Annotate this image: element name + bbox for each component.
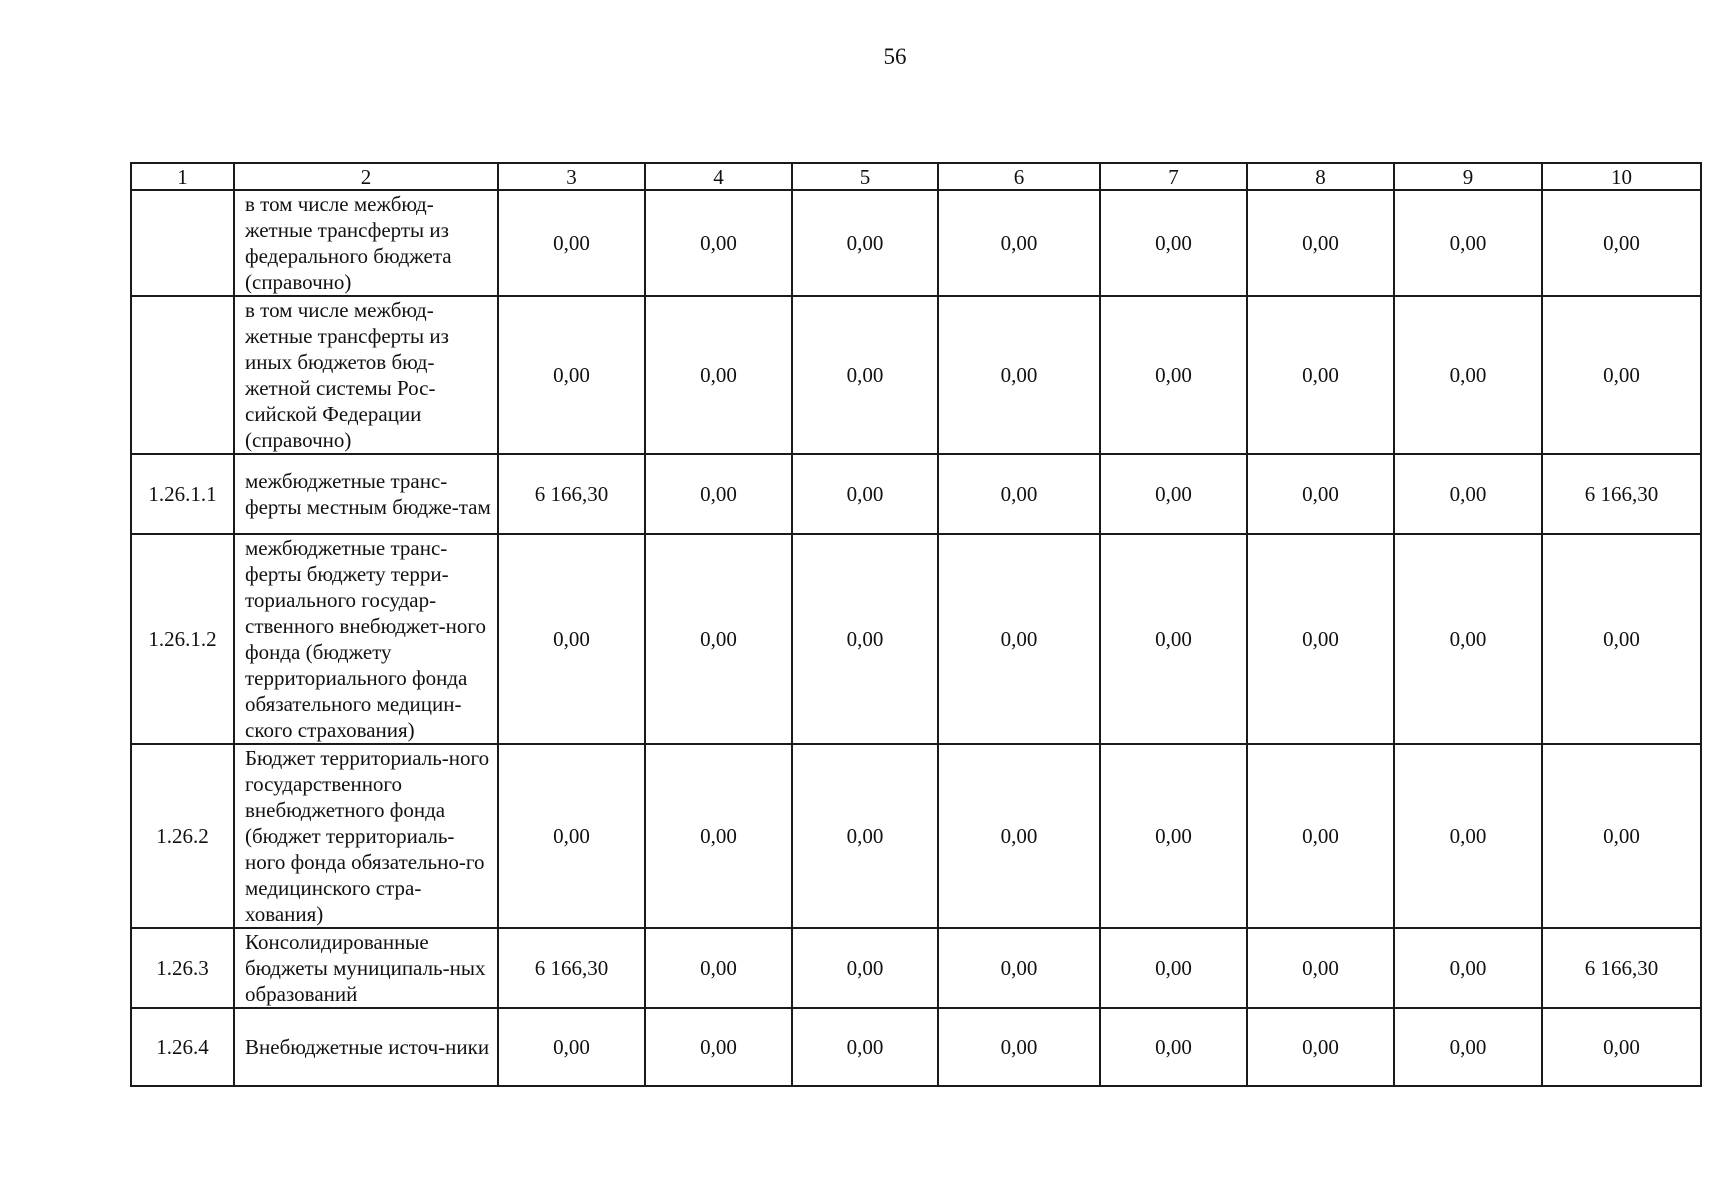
value-cell: 0,00 <box>645 534 792 744</box>
column-header: 4 <box>645 163 792 190</box>
row-description: в том числе межбюд-жетные трансферты из федерального бюджета (справочно) <box>234 190 498 296</box>
header-row <box>131 163 1701 190</box>
value-cell: 0,00 <box>1100 190 1247 296</box>
value-cell: 0,00 <box>645 744 792 928</box>
row-code: 1.26.2 <box>131 744 234 928</box>
value-cell: 0,00 <box>1394 454 1542 534</box>
column-header: 6 <box>938 163 1100 190</box>
row-description: в том числе межбюд-жетные трансферты из иных бюджетов бюд-жетной системы Рос-сийской Федерации (справочно) <box>234 296 498 454</box>
column-header: 1 <box>131 163 234 190</box>
value-cell: 0,00 <box>1247 534 1394 744</box>
value-cell: 0,00 <box>498 296 645 454</box>
value-cell: 0,00 <box>938 744 1100 928</box>
column-header: 2 <box>234 163 498 190</box>
value-cell: 0,00 <box>1394 534 1542 744</box>
value-cell: 0,00 <box>792 744 938 928</box>
row-description: Внебюджетные источ-ники <box>234 1008 498 1086</box>
value-cell: 0,00 <box>1394 190 1542 296</box>
table-row <box>131 454 1701 534</box>
value-cell: 6 166,30 <box>1542 454 1701 534</box>
value-cell: 0,00 <box>938 296 1100 454</box>
value-cell: 0,00 <box>1542 534 1701 744</box>
value-cell: 0,00 <box>1100 534 1247 744</box>
value-cell: 0,00 <box>1100 928 1247 1008</box>
value-cell: 0,00 <box>498 534 645 744</box>
column-header: 7 <box>1100 163 1247 190</box>
column-header: 9 <box>1394 163 1542 190</box>
value-cell: 0,00 <box>938 928 1100 1008</box>
value-cell: 0,00 <box>1394 744 1542 928</box>
value-cell: 0,00 <box>1247 928 1394 1008</box>
row-code: 1.26.1.1 <box>131 454 234 534</box>
row-code: 1.26.1.2 <box>131 534 234 744</box>
value-cell: 0,00 <box>1247 1008 1394 1086</box>
value-cell: 0,00 <box>938 1008 1100 1086</box>
table-row <box>131 296 1701 454</box>
value-cell: 0,00 <box>1542 190 1701 296</box>
budget-table <box>130 162 1702 1087</box>
value-cell: 0,00 <box>1100 296 1247 454</box>
value-cell: 6 166,30 <box>498 454 645 534</box>
value-cell: 0,00 <box>938 190 1100 296</box>
value-cell: 6 166,30 <box>1542 928 1701 1008</box>
row-description: Бюджет территориаль-ного государственного внебюджетного фонда (бюджет территориаль-ного фонда обязательно-го медицинского стра-хования) <box>234 744 498 928</box>
value-cell: 0,00 <box>1100 454 1247 534</box>
column-header: 8 <box>1247 163 1394 190</box>
value-cell: 0,00 <box>498 744 645 928</box>
value-cell: 0,00 <box>938 534 1100 744</box>
value-cell: 0,00 <box>645 454 792 534</box>
value-cell: 0,00 <box>1542 744 1701 928</box>
value-cell: 0,00 <box>645 928 792 1008</box>
value-cell: 0,00 <box>645 190 792 296</box>
value-cell: 0,00 <box>498 1008 645 1086</box>
table-row <box>131 190 1701 296</box>
value-cell: 0,00 <box>1100 744 1247 928</box>
row-description: межбюджетные транс-ферты местным бюдже-там <box>234 454 498 534</box>
value-cell: 0,00 <box>1542 1008 1701 1086</box>
value-cell: 0,00 <box>1394 928 1542 1008</box>
column-header: 5 <box>792 163 938 190</box>
value-cell: 0,00 <box>792 1008 938 1086</box>
value-cell: 0,00 <box>792 454 938 534</box>
value-cell: 0,00 <box>938 454 1100 534</box>
value-cell: 0,00 <box>792 190 938 296</box>
table-row <box>131 534 1701 744</box>
row-code <box>131 190 234 296</box>
value-cell: 0,00 <box>1247 744 1394 928</box>
value-cell: 0,00 <box>1394 296 1542 454</box>
table-row <box>131 1008 1701 1086</box>
column-header: 3 <box>498 163 645 190</box>
row-code: 1.26.3 <box>131 928 234 1008</box>
table-row <box>131 744 1701 928</box>
table-row <box>131 928 1701 1008</box>
row-description: межбюджетные транс-ферты бюджету терри-ториального государ-ственного внебюджет-ного фонда (бюджету территориального фонда обязательного медицин-ского страхования) <box>234 534 498 744</box>
row-description: Консолидированные бюджеты муниципаль-ных образований <box>234 928 498 1008</box>
value-cell: 0,00 <box>1542 296 1701 454</box>
value-cell: 0,00 <box>792 534 938 744</box>
page-number: 56 <box>883 44 907 69</box>
value-cell: 0,00 <box>1394 1008 1542 1086</box>
row-code <box>131 296 234 454</box>
value-cell: 0,00 <box>1247 296 1394 454</box>
row-code: 1.26.4 <box>131 1008 234 1086</box>
column-header: 10 <box>1542 163 1701 190</box>
value-cell: 0,00 <box>1100 1008 1247 1086</box>
value-cell: 0,00 <box>645 296 792 454</box>
value-cell: 0,00 <box>792 296 938 454</box>
value-cell: 0,00 <box>645 1008 792 1086</box>
value-cell: 0,00 <box>498 190 645 296</box>
value-cell: 6 166,30 <box>498 928 645 1008</box>
value-cell: 0,00 <box>1247 454 1394 534</box>
value-cell: 0,00 <box>792 928 938 1008</box>
value-cell: 0,00 <box>1247 190 1394 296</box>
